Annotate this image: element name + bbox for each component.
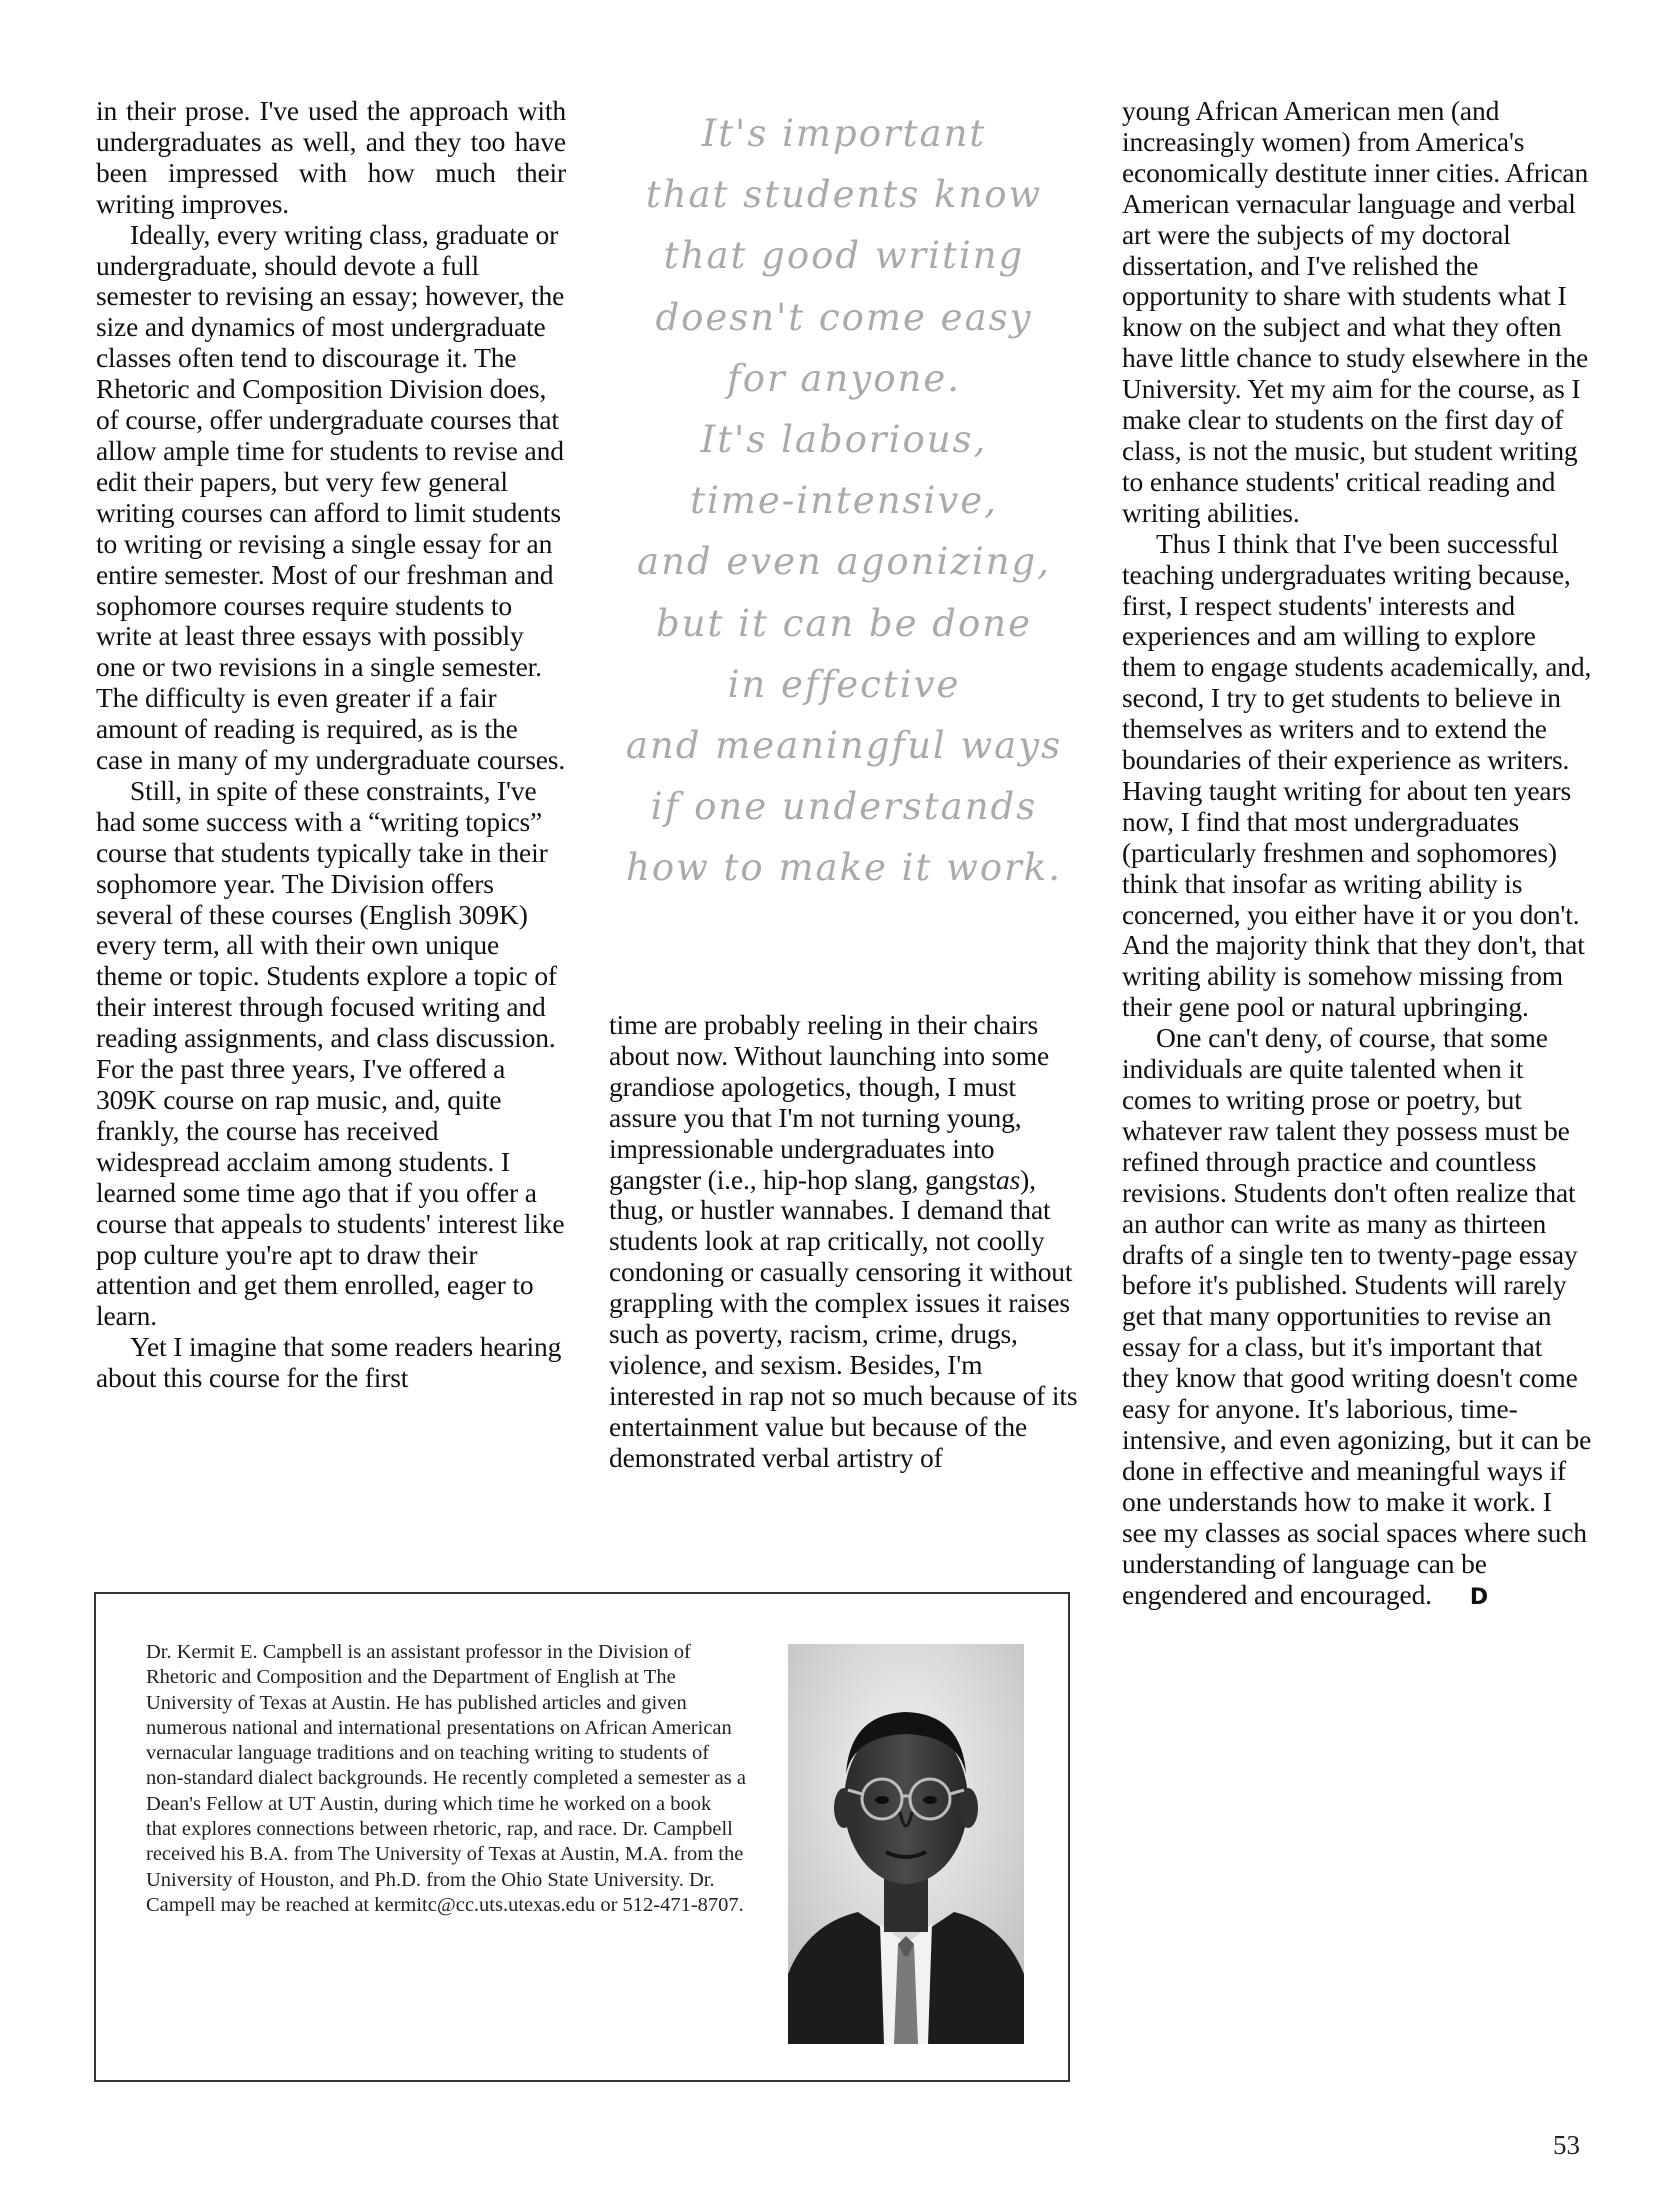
pull-quote-line: that good writing [663, 234, 1025, 278]
pull-quote-line: and meaningful ways [625, 724, 1063, 768]
left-paragraph-1: in their prose. I've used the approach with undergraduates as well, and they too have been impressed with how much their writing improves. [96, 95, 566, 219]
author-bio-text: Dr. Kermit E. Campbell is an assistant professor in the Division of Rhetoric and Composition and the Department of English at The University of Texas at Austin. He has published articles and given numerous national and international presentations on African American vernacular language traditions and on teaching writing to students of non-standard dialect backgrounds. He recently completed a semester as a Dean's Fellow at UT Austin, during which time he worked on a book that explores connections between rhetoric, rap, and race. Dr. Campbell received his B.A. from The University of Texas at Austin, M.A. from the University of Houston, and Ph.D. from the Ohio State University. Dr. Campell may be reached at kermitc@cc.uts.utexas.edu or 512-471-8707. [146, 1641, 746, 1916]
pull-quote-line: how to make it work. [626, 846, 1062, 890]
end-mark-icon: D [1469, 1584, 1489, 1610]
left-paragraph-4: Yet I imagine that some readers hearing about this course for the first [96, 1331, 562, 1394]
right-paragraph-2: Thus I think that I've been successful teaching undergraduates writing because, first, I respect students' interests and experiences and am willing to explore them to engage students academically, and, second, I try to get students to believe in themselves as writers and to extend the boundaries of their experience as writers. Having taught writing for about ten years now, I find that most undergraduates (particularly freshmen and sophomores) think that insofar as writing ability is concerned, you either have it or you don't. And the majority think that they don't, that writing ability is somehow missing from their gene pool or natural upbringing. [1122, 527, 1592, 1023]
middle-italic-text: as [996, 1163, 1021, 1195]
middle-column [609, 1010, 1079, 1474]
page-number: 53 [1553, 2130, 1580, 2160]
right-paragraph-3-text: One can't deny, of course, that some individuals are quite talented when it comes to writing prose or poetry, but whatever raw talent they possess must be refined through practice and countless revisions. Students don't often realize that an author can write as many as thirteen drafts of a single ten to twenty-page essay before it's published. Students will rarely get that many opportunities to revise an essay for a class, but it's important that they know that good writing doesn't come easy for anyone. It's laborious, time-intensive, and even agonizing, but it can be done in effective and meaningful ways if one understands how to make it work. I see my classes as social spaces where such understanding of language can be engendered and encouraged. [1122, 1022, 1592, 1610]
pull-quote-line: for anyone. [727, 356, 961, 400]
pull-quote-line: if one understands [650, 785, 1038, 829]
pull-quote-line: and even agonizing, [637, 540, 1051, 584]
right-column [1122, 96, 1592, 1613]
pull-quote-line: It's important [701, 112, 987, 155]
middle-paragraph [609, 1010, 1079, 1474]
left-paragraph-3: Still, in spite of these constraints, I've had some success with a “writing topics” course that students typically take in their sophomore year. The Division offers several of these courses (English 309K) every term, all with their own unique theme or topic. Students explore a topic of their interest through focused writing and reading assignments, and class discussion. For the past three years, I've offered a 309K course on rap music, and, quite frankly, the course has received widespread acclaim among students. I learned some time ago that if you offer a course that appeals to students' interest like pop culture you're apt to draw their attention and get them enrolled, eager to learn. [96, 774, 565, 1332]
pull-quote-line: that students know [645, 173, 1043, 217]
pull-quote-line: doesn't come easy [655, 295, 1033, 339]
left-column [96, 96, 566, 1394]
middle-text-before: time are probably reeling in their chairs about now. Without launching into some grandiose apologetics, though, I must assure you that I'm not turning young, impressionable undergraduates into gangster (i.e., hip-hop slang, gangst [609, 1009, 1050, 1195]
right-paragraph-1: young African American men (and increasingly women) from America's economically destitute inner cities. African American vernacular language and verbal art were the subjects of my doctoral dissertation, and I've relished the opportunity to share with students what I know on the subject and what they often have little chance to study elsewhere in the University. Yet my aim for the course, as I make clear to students on the first day of class, is not the music, but student writing to enhance students' critical reading and writing abilities. [1122, 95, 1589, 528]
middle-text-after: ), thug, or hustler wannabes. I demand that students look at rap critically, not coolly condoning or casually censoring it without grappling with the complex issues it raises such as poverty, racism, crime, drugs, violence, and sexism. Besides, I'm interested in rap not so much because of its entertainment value but because of the demonstrated verbal artistry of [609, 1163, 1078, 1473]
pull-quote-line: time-intensive, [690, 479, 998, 523]
pull-quote-line: It's laborious, [700, 418, 988, 462]
pull-quote-line: in effective [727, 662, 961, 706]
pull-quote [609, 103, 1079, 899]
author-portrait-photo [788, 1644, 1024, 2044]
pull-quote-line: but it can be done [655, 601, 1032, 645]
author-bio-box [94, 1592, 1070, 2082]
left-paragraph-2: Ideally, every writing class, graduate or undergraduate, should devote a full semester to revising an essay; however, the size and dynamics of most undergraduate classes often tend to discourage it. The Rhetoric and Composition Division does, of course, offer undergraduate courses that allow ample time for students to revise and edit their papers, but very few general writing courses can afford to limit students to writing or revising a single essay for an entire semester. Most of our freshman and sophomore courses require students to write at least three essays with possibly one or two revisions in a single semester. The difficulty is even greater if a fair amount of reading is required, as is the case in many of my undergraduate courses. [96, 218, 566, 776]
right-paragraph-3 [1122, 1023, 1592, 1613]
